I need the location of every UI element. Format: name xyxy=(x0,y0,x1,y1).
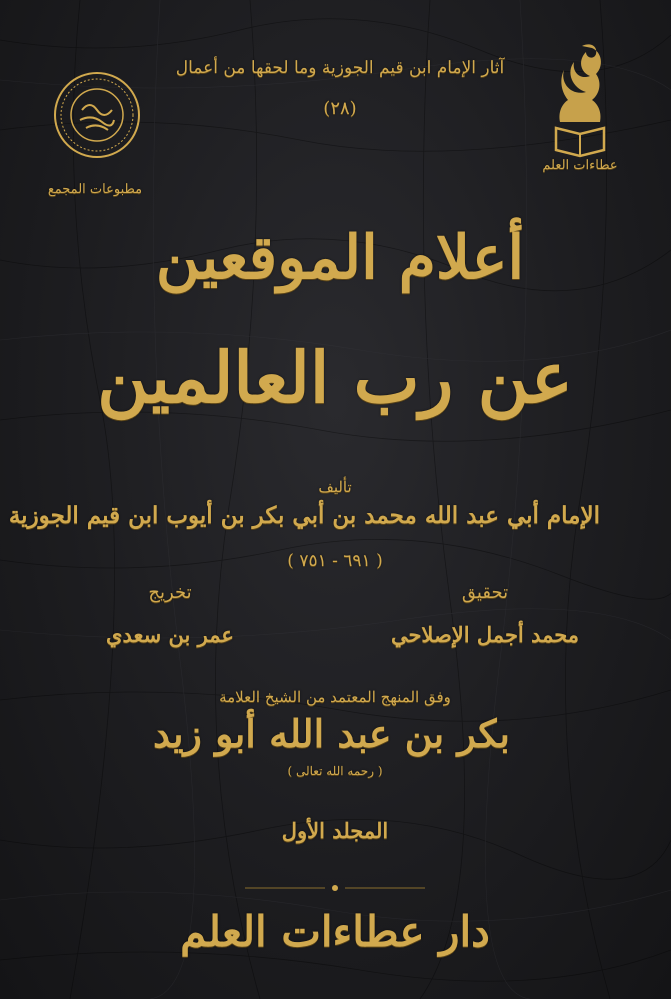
sheikh-honorific: ( رحمه الله تعالى ) xyxy=(287,764,383,778)
series-number: (٢٨) xyxy=(323,98,357,119)
methodology-label: وفق المنهج المعتمد من الشيخ العلامة xyxy=(219,688,451,706)
hadith-verifier-label: تخريج xyxy=(148,582,192,603)
publisher-logo-label: عطاءات العلم xyxy=(542,158,618,173)
author-label: تأليف xyxy=(318,478,352,496)
book-title-line-2: عن رب العالمين xyxy=(97,336,573,419)
author-years: ( ٦٩١ - ٧٥١ ) xyxy=(287,551,383,571)
publisher-name: دار عطاءات العلم xyxy=(180,907,490,956)
series-title: آثار الإمام ابن قيم الجوزية وما لحقها من أعمال xyxy=(175,58,505,78)
editor-name: محمد أجمل الإصلاحي xyxy=(390,622,580,647)
volume-label: المجلد الأول xyxy=(281,818,389,843)
editor-label: تحقيق xyxy=(461,582,509,603)
sheikh-name: بكر بن عبد الله أبو زيد xyxy=(153,711,510,756)
hadith-verifier-name: عمر بن سعدي xyxy=(106,622,234,647)
seal-caption: مطبوعات المجمع xyxy=(47,182,143,197)
academy-seal-icon xyxy=(52,70,142,160)
book-title-line-1: أعلام الموقعين xyxy=(155,223,525,293)
ornament-divider xyxy=(235,880,435,896)
author-name: الإمام أبي عبد الله محمد بن أبي بكر بن أيوب ابن قيم الجوزية xyxy=(8,502,600,529)
